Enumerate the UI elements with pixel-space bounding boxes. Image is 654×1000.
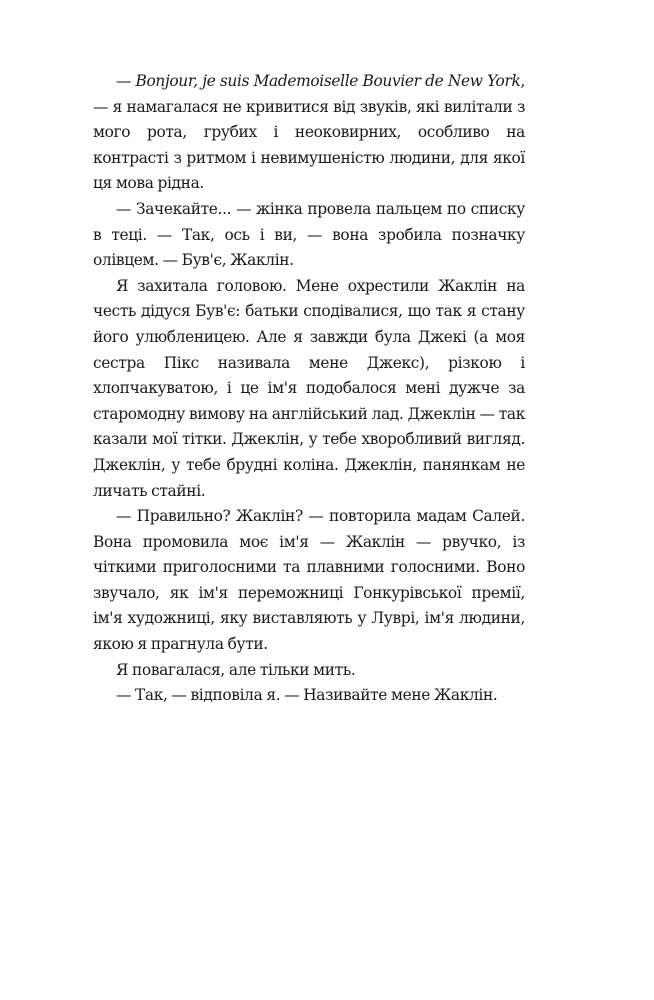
paragraph-bonjour — [93, 69, 525, 197]
paragraph-answer: — Так, — відповіла я. — Називайте мене Жаклін. — [116, 686, 498, 705]
paragraph-bonjour-rest: , — я намагалася не кривитися від звуків, які вилітали з мого рота, грубих і неоковирних, особливо на контрасті з ритмом і невимушеністю людини, для якої ця мова рідна. — [93, 72, 525, 193]
french-greeting: Bonjour, je suis Mademoiselle Bouvier de New York — [135, 72, 521, 90]
paragraph-name-story: Я захитала головою. Мене охрестили Жаклін на честь дідуся Був'є: батьки сподівалися, що так я стану його улюбленицею. Але я завжди була Джекі (а моя сестра Пікс називала мене Джекс), різкою і хлопчакуватою, і це ім'я подобалося мені дужче за старомодну вимову на англійський лад. Джеклін — так казали мої тітки. Джеклін, у тебе хворобливий вигляд. Джеклін, у тебе брудні коліна. Джеклін, панянкам не личать стайні. — [93, 276, 525, 500]
dash-lead: — — [116, 72, 136, 90]
paragraph-wait: — Зачекайте... — жінка провела пальцем по списку в теці. — Так, ось і ви, — вона зробила позначку олівцем. — Був'є, Жаклін. — [93, 199, 525, 270]
paragraph-madame-saley: — Правильно? Жаклін? — повторила мадам Салей. Вона промовила моє ім'я — Жаклін — рвучко, із чіткими приголосними та плавними голосними. Воно звучало, як ім'я переможниці Гонкурівської премії, ім'я художниці, яку виставляють у Луврі, ім'я людини, якою я прагнула бути. — [93, 507, 525, 654]
book-page-text — [93, 69, 525, 709]
paragraph-hesitation: Я повагалася, але тільки мить. — [116, 660, 356, 679]
